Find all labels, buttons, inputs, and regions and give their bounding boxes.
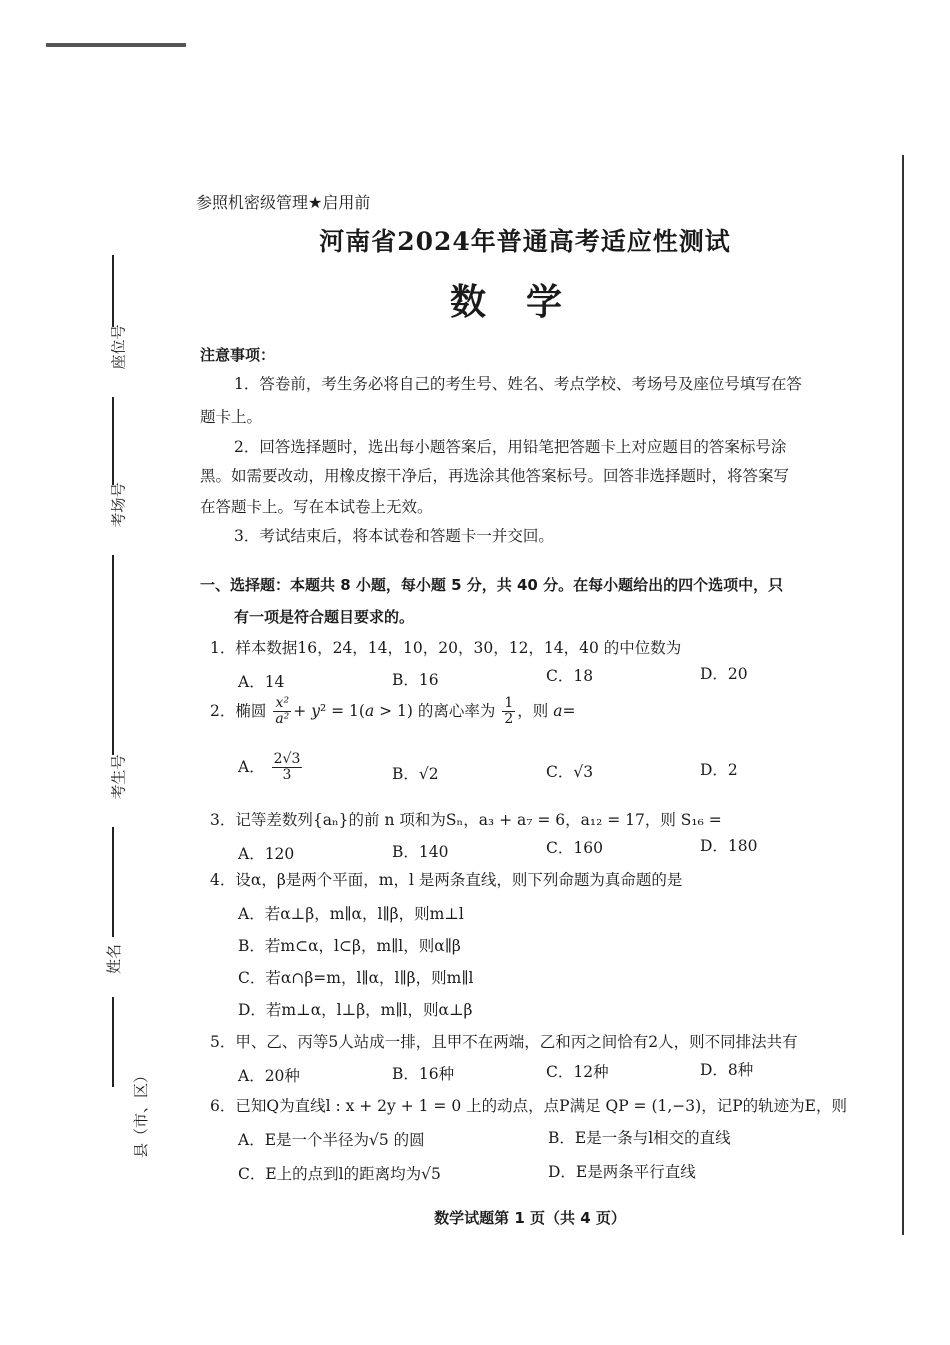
- question-3-stem: 3．记等差数列{aₙ}的前 n 项和为Sₙ，a₃ + a₇ = 6，a₁₂ = 17，则 S₁₆ =: [210, 811, 722, 829]
- q2-option-a-fraction: $\frac{2√3}{3}$: [273, 751, 301, 784]
- name-label: 姓名: [104, 943, 123, 975]
- q2-equals: =: [562, 701, 576, 720]
- question-5-stem: 5．甲、乙、丙等5人站成一排，且甲不在两端，乙和丙之间恰有2人，则不同排法共有: [210, 1033, 798, 1051]
- q2-text: 的离心率为: [417, 701, 496, 720]
- binding-strip: [96, 255, 151, 1195]
- exam-no-fill-line: [112, 555, 114, 755]
- county-label: 县（市、区）: [132, 1067, 151, 1159]
- q4-option-a: A．若α⊥β，m∥α，l∥β，则m⊥l: [238, 905, 464, 923]
- page-footer: 数学试题第 1 页（共 4 页）: [434, 1209, 626, 1227]
- eccentricity-fraction: $\frac{1}{2}$: [504, 695, 514, 728]
- q2-number: 2．: [210, 701, 236, 720]
- q6-option-d: D．E是两条平行直线: [548, 1163, 696, 1181]
- question-6-stem: 6．已知Q为直线l : x + 2y + 1 = 0 上的动点，点P满足 QP = (1,−3)，记P的轨迹为E，则: [210, 1097, 847, 1115]
- q2-text: ，则: [517, 701, 549, 720]
- q3-option-c: C．160: [546, 839, 603, 857]
- question-4-stem: 4．设α，β是两个平面，m，l 是两条直线，则下列命题为真命题的是: [210, 871, 683, 889]
- q5-option-d: D．8种: [700, 1061, 754, 1079]
- q6-option-a: A．E是一个半径为√5 的圆: [238, 1131, 425, 1149]
- q6-option-c: C．E上的点到l的距离均为√5: [238, 1165, 441, 1183]
- county-fill-line: [112, 997, 114, 1087]
- subject-title: 数学: [449, 281, 602, 323]
- question-2-stem: 2．椭圆 $\frac{\text{x²}}{\text{a²}}$ + y² = 1(a > 1) 的离心率为 $\frac{1}{2}$ ，则 a=: [210, 695, 576, 728]
- q5-option-b: B．16种: [392, 1065, 455, 1083]
- q2-option-a-label: A．: [238, 757, 265, 776]
- q2-option-b: B．√2: [392, 765, 439, 783]
- q2-text: 椭圆: [235, 701, 267, 720]
- q2-option-a: [238, 752, 304, 784]
- notice-line: 2．回答选择题时，选出每小题答案后，用铅笔把答题卡上对应题目的答案标号涂: [234, 438, 787, 456]
- section-heading: 一、选择题：本题共 8 小题，每小题 5 分，共 40 分。在每小题给出的四个选项中，只: [200, 576, 784, 594]
- q1-option-a: A．14: [238, 673, 285, 691]
- notice-line: 3．考试结束后，将本试卷和答题卡一并交回。: [234, 527, 554, 545]
- exam-no-label: 考生号: [109, 754, 128, 800]
- q3-option-b: B．140: [392, 843, 449, 861]
- notice-line: 在答题卡上。写在本试卷上无效。: [200, 498, 433, 516]
- notice-line: 黑。如需要改动，用橡皮擦干净后，再选涂其他答案标号。回答非选择题时，将答案写: [200, 467, 790, 485]
- q2-option-d: D．2: [700, 761, 738, 779]
- notice-heading: 注意事项：: [200, 346, 276, 364]
- room-fill-line: [112, 397, 114, 485]
- q1-option-c: C．18: [546, 667, 594, 685]
- confidentiality-note: 参照机密级管理★启用前: [196, 193, 371, 212]
- room-label: 考场号: [109, 482, 128, 528]
- q3-option-d: D．180: [700, 837, 758, 855]
- q5-option-c: C．12种: [546, 1063, 609, 1081]
- q4-option-c: C．若α∩β=m，l∥α，l∥β，则m∥l: [238, 969, 474, 987]
- section-heading-cont: 有一项是符合题目要求的。: [234, 608, 415, 626]
- q6-option-b: B．E是一条与l相交的直线: [548, 1129, 731, 1147]
- notice-line: 1．答卷前，考生务必将自己的考生号、姓名、考点学校、考场号及座位号填写在答: [234, 375, 802, 393]
- seat-label: 座位号: [109, 324, 128, 370]
- notice-line: 题卡上。: [200, 408, 263, 426]
- q1-option-b: B．16: [392, 671, 439, 689]
- q4-option-b: B．若m⊂α，l⊂β，m∥l，则α∥β: [238, 937, 461, 955]
- q3-option-a: A．120: [238, 845, 295, 863]
- q1-option-d: D．20: [700, 665, 748, 683]
- q5-option-a: A．20种: [238, 1067, 300, 1085]
- exam-title: 河南省2024年普通高考适应性测试: [319, 227, 731, 256]
- q4-option-d: D．若m⊥α，l⊥β，m∥l，则α⊥β: [238, 1001, 473, 1019]
- ellipse-x-term: $\frac{\text{x²}}{\text{a²}}$: [275, 695, 290, 728]
- scan-edge-mark: [46, 43, 186, 47]
- q2-option-c: C．√3: [546, 763, 594, 781]
- q2-variable: a: [553, 701, 563, 720]
- question-1-stem: 1．样本数据16，24，14，10，20，30，12，14，40 的中位数为: [210, 639, 682, 657]
- name-fill-line: [112, 827, 114, 937]
